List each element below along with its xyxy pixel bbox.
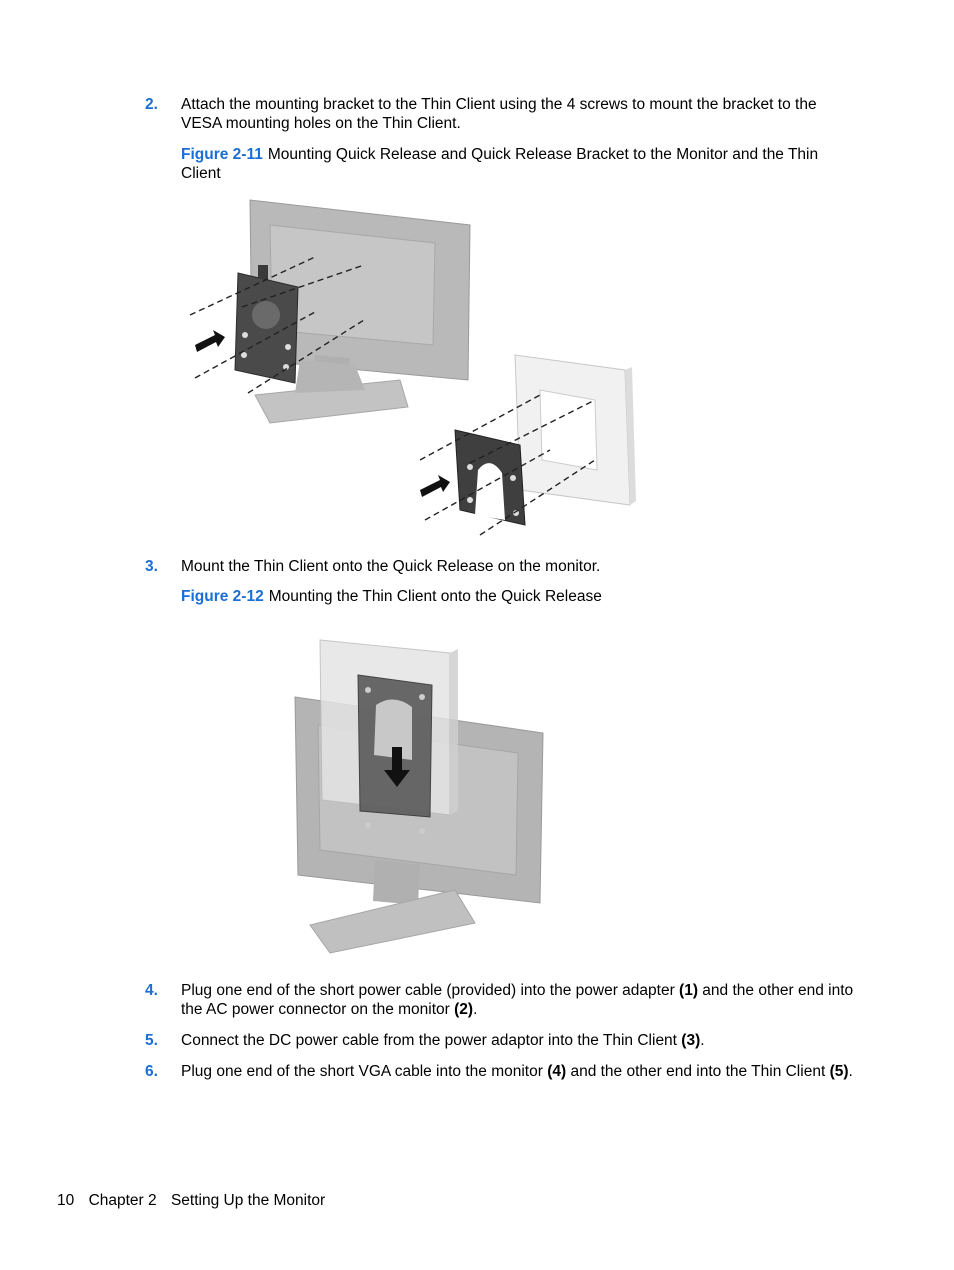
step-4	[145, 981, 860, 1019]
step-2	[145, 95, 860, 133]
step-text: Plug one end of the short VGA cable into the monitor (4) and the other end into the Thin Client (5).	[181, 1063, 853, 1080]
figure-title: Mounting the Thin Client onto the Quick Release	[268, 588, 602, 605]
step-number: 3.	[145, 558, 158, 575]
chapter-label: Chapter 2	[88, 1192, 157, 1209]
step-6	[145, 1062, 860, 1081]
step-number: 5.	[145, 1032, 158, 1049]
step-text: Mount the Thin Client onto the Quick Release on the monitor.	[181, 558, 601, 575]
thin-client-bracket	[455, 430, 525, 525]
figure-2-11-caption	[181, 145, 861, 183]
page-footer	[57, 1192, 335, 1210]
figure-2-12-illustration	[290, 635, 555, 957]
figure-title: Mounting Quick Release and Quick Release Bracket to the Monitor and the Thin Client	[181, 146, 819, 182]
step-number: 2.	[145, 96, 158, 113]
step-text: Connect the DC power cable from the power adaptor into the Thin Client (3).	[181, 1032, 705, 1049]
step-number: 6.	[145, 1063, 158, 1080]
figure-2-11-illustration	[180, 195, 640, 545]
thin-client-illustration	[515, 355, 636, 505]
step-3	[145, 557, 860, 576]
step-text: Attach the mounting bracket to the Thin Client using the 4 screws to mount the bracket to the VESA mounting holes on the Thin Client.	[181, 96, 817, 132]
chapter-title: Setting Up the Monitor	[170, 1192, 326, 1209]
figure-2-12-caption	[181, 587, 861, 606]
step-5	[145, 1031, 860, 1050]
page-number: 10	[57, 1192, 75, 1209]
step-text: Plug one end of the short power cable (provided) into the power adapter (1) and the other end into the AC power connector on the monitor (2).	[181, 982, 854, 1018]
step-number: 4.	[145, 982, 158, 999]
figure-label: Figure 2-11	[181, 146, 263, 163]
figure-label: Figure 2-12	[181, 588, 264, 605]
